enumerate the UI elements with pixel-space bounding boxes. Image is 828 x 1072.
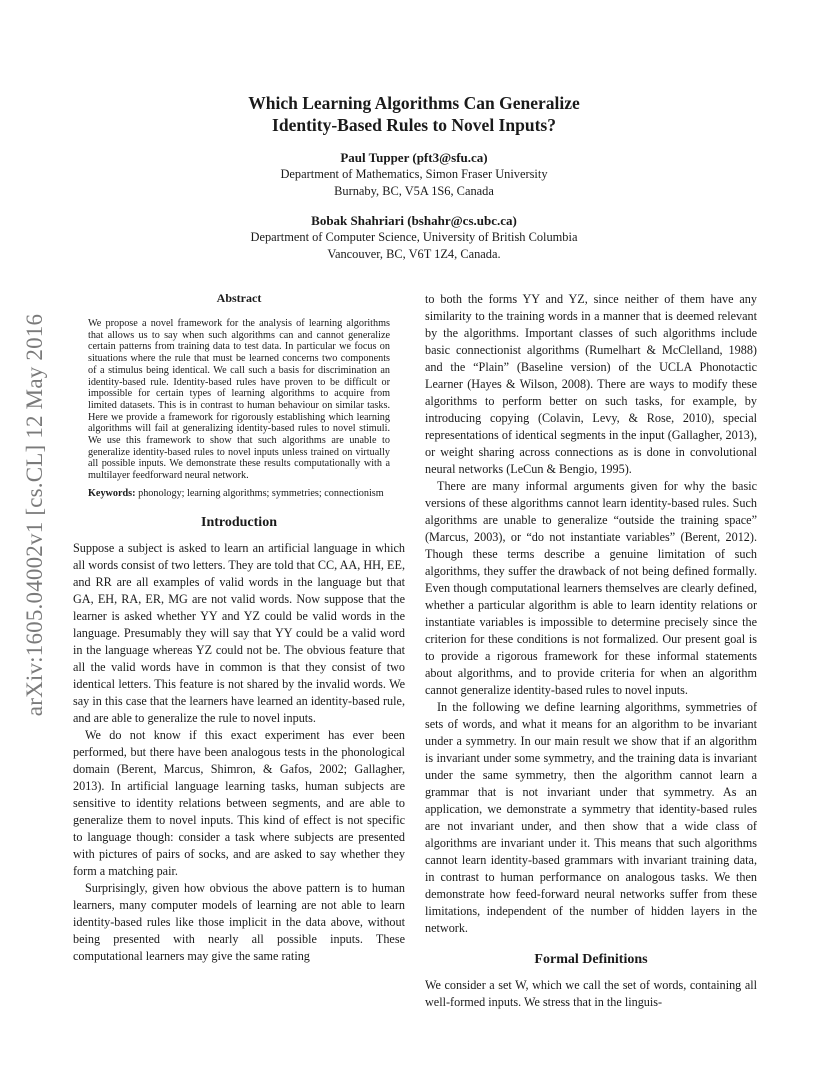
keywords-label: Keywords: [88, 487, 136, 499]
formal-definitions-heading: Formal Definitions [534, 952, 648, 967]
right-column [425, 291, 757, 1011]
author-affiliation: Department of Computer Science, University of British Columbia [250, 230, 578, 244]
keywords-text: phonology; learning algorithms; symmetries; connectionism [135, 487, 384, 499]
body-paragraph: In the following we define learning algorithms, symmetries of sets of words, and what it means for an algorithm to be invariant under a symmetry. In our main result we show that if an algorithm is invariant under some symmetry, and the training data is invariant under the same symmetry, then the algorithm cannot learn a grammar that is not invariant under that symmetry. As an application, we demonstrate a symmetry that identity-based rules are not invariant under, and then show that a wide class of algorithms are invariant under it. This means that such algorithms cannot learn identity-based grammars with invariant training data, in contrast to human performance on analogous tasks. We then demonstrate how feed-forward neural networks suffer from these limitations, independent of the number of hidden layers in the network. [425, 700, 757, 935]
author-block-1 [150, 149, 678, 200]
body-paragraph: to both the forms YY and YZ, since neither of them have any similarity to the training words in a manner that is deemed relevant by the algorithms. Important classes of such algorithms include basic connectionist algorithms (Rumelhart & McClelland, 1988) and the “Plain” (Baseline version) of the UCLA Phonotactic Learner (Hayes & Wilson, 2008). There are ways to modify these algorithms to perform better on such tasks, for example, by introducing copying (Colavin, Levy, & Rose, 2010), special representations of identical segments in the input (Gallagher, 2013), or weight sharing across connections as is done in convolutional neural networks (LeCun & Bengio, 1995). [425, 292, 757, 476]
intro-paragraph: Surprisingly, given how obvious the above pattern is to human learners, many computer models of learning are not able to learn identity-based rules like those implicit in the data above, without being presented with nearly all possible inputs. These computational learners may give the same rating [73, 880, 405, 963]
author-block-2 [150, 212, 678, 263]
author-address: Burnaby, BC, V5A 1S6, Canada [334, 184, 494, 198]
left-column [73, 291, 405, 965]
keywords [73, 488, 405, 500]
author-affiliation: Department of Mathematics, Simon Fraser University [280, 167, 548, 181]
arxiv-identifier: arXiv:1605.04002v1 [cs.CL] 12 May 2016 [22, 313, 47, 717]
title-line-1: Which Learning Algorithms Can Generalize [248, 93, 580, 113]
paper-title [150, 92, 678, 136]
introduction-heading: Introduction [201, 514, 277, 530]
body-paragraph: There are many informal arguments given for why the basic versions of these algorithms cannot learn identity-based rules. Such algorithms are unable to generalize “outside the training space” (Marcus, 2003), or “do not instantiate variables” (Berent, 2012). Though these terms describe a genuine limitation of such algorithms, they suffer the drawback of not being defined formally. Even though computational learners themselves are clearly defined, whether a particular algorithm is able to learn identity relations or instantiate variables is impossible to determine precisely since the criterion for these conditions is not formalized. Our present goal is to provide a rigorous framework for these informal statements about algorithms, and to provide criteria for when an algorithm cannot generalize identity-based rules to novel inputs. [425, 479, 757, 697]
author-address: Vancouver, BC, V6T 1Z4, Canada. [327, 247, 501, 261]
abstract-text: We propose a novel framework for the analysis of learning algorithms that allows us to say when such algorithms can and cannot generalize certain patterns from training data to test data. In particular we focus on situations where the rule that must be learned concerns two components of a stimulus being identical. We call such a basis for discrimination an identity-based rule. Identity-based rules have proven to be difficult or impossible for certain types of learning algorithms to acquire from limited datasets. This is in contrast to human behaviour on similar tasks. Here we provide a framework for rigorously establishing which learning algorithms will fail at generalizing identity-based rules to novel stimuli. We use this framework to show that such algorithms are unable to generalize identity-based rules to novel inputs unless trained on virtually all possible inputs. We demonstrate these results computationally with a multilayer feedforward neural network. [88, 318, 390, 482]
intro-paragraph: We do not know if this exact experiment has ever been performed, but there have been analogous tests in the phonological domain (Berent, Marcus, Shimron, & Gafos, 2002; Gallagher, 2013). In artificial language learning tasks, human subjects are sensitive to identity relations between segments, and are able to generalize them to novel inputs. This kind of effect is not specific to language though: consider a task where subjects are presented with pictures of pairs of socks, and are asked to say whether they form a matching pair. [73, 727, 405, 878]
title-line-2: Identity-Based Rules to Novel Inputs? [272, 115, 556, 135]
title-block [150, 92, 678, 263]
arxiv-sidebar [18, 280, 52, 750]
body-paragraph: We consider a set W, which we call the set of words, containing all well-formed inputs. We stress that in the linguis- [425, 978, 757, 1009]
author-name: Paul Tupper (pft3@sfu.ca) [340, 150, 488, 165]
abstract-heading: Abstract [216, 291, 262, 305]
author-name: Bobak Shahriari (bshahr@cs.ubc.ca) [311, 213, 517, 228]
intro-paragraph: Suppose a subject is asked to learn an artificial language in which all words consist of two letters. They are told that CC, AA, HH, EE, and RR are all examples of valid words in the language but that GA, EH, RA, ER, MG are not valid words. Now suppose that the learner is asked whether YY and YZ could be valid words in the language. Presumably they will say that YY could be a valid word in the language whereas YZ could not be. The obvious feature that all the valid words have in common is that they consist of two identical letters. This feature is not shared by the invalid words. We say in this case that the learners have learned an identity-based rule, and are able to generalize the rule to novel inputs. [73, 540, 405, 725]
